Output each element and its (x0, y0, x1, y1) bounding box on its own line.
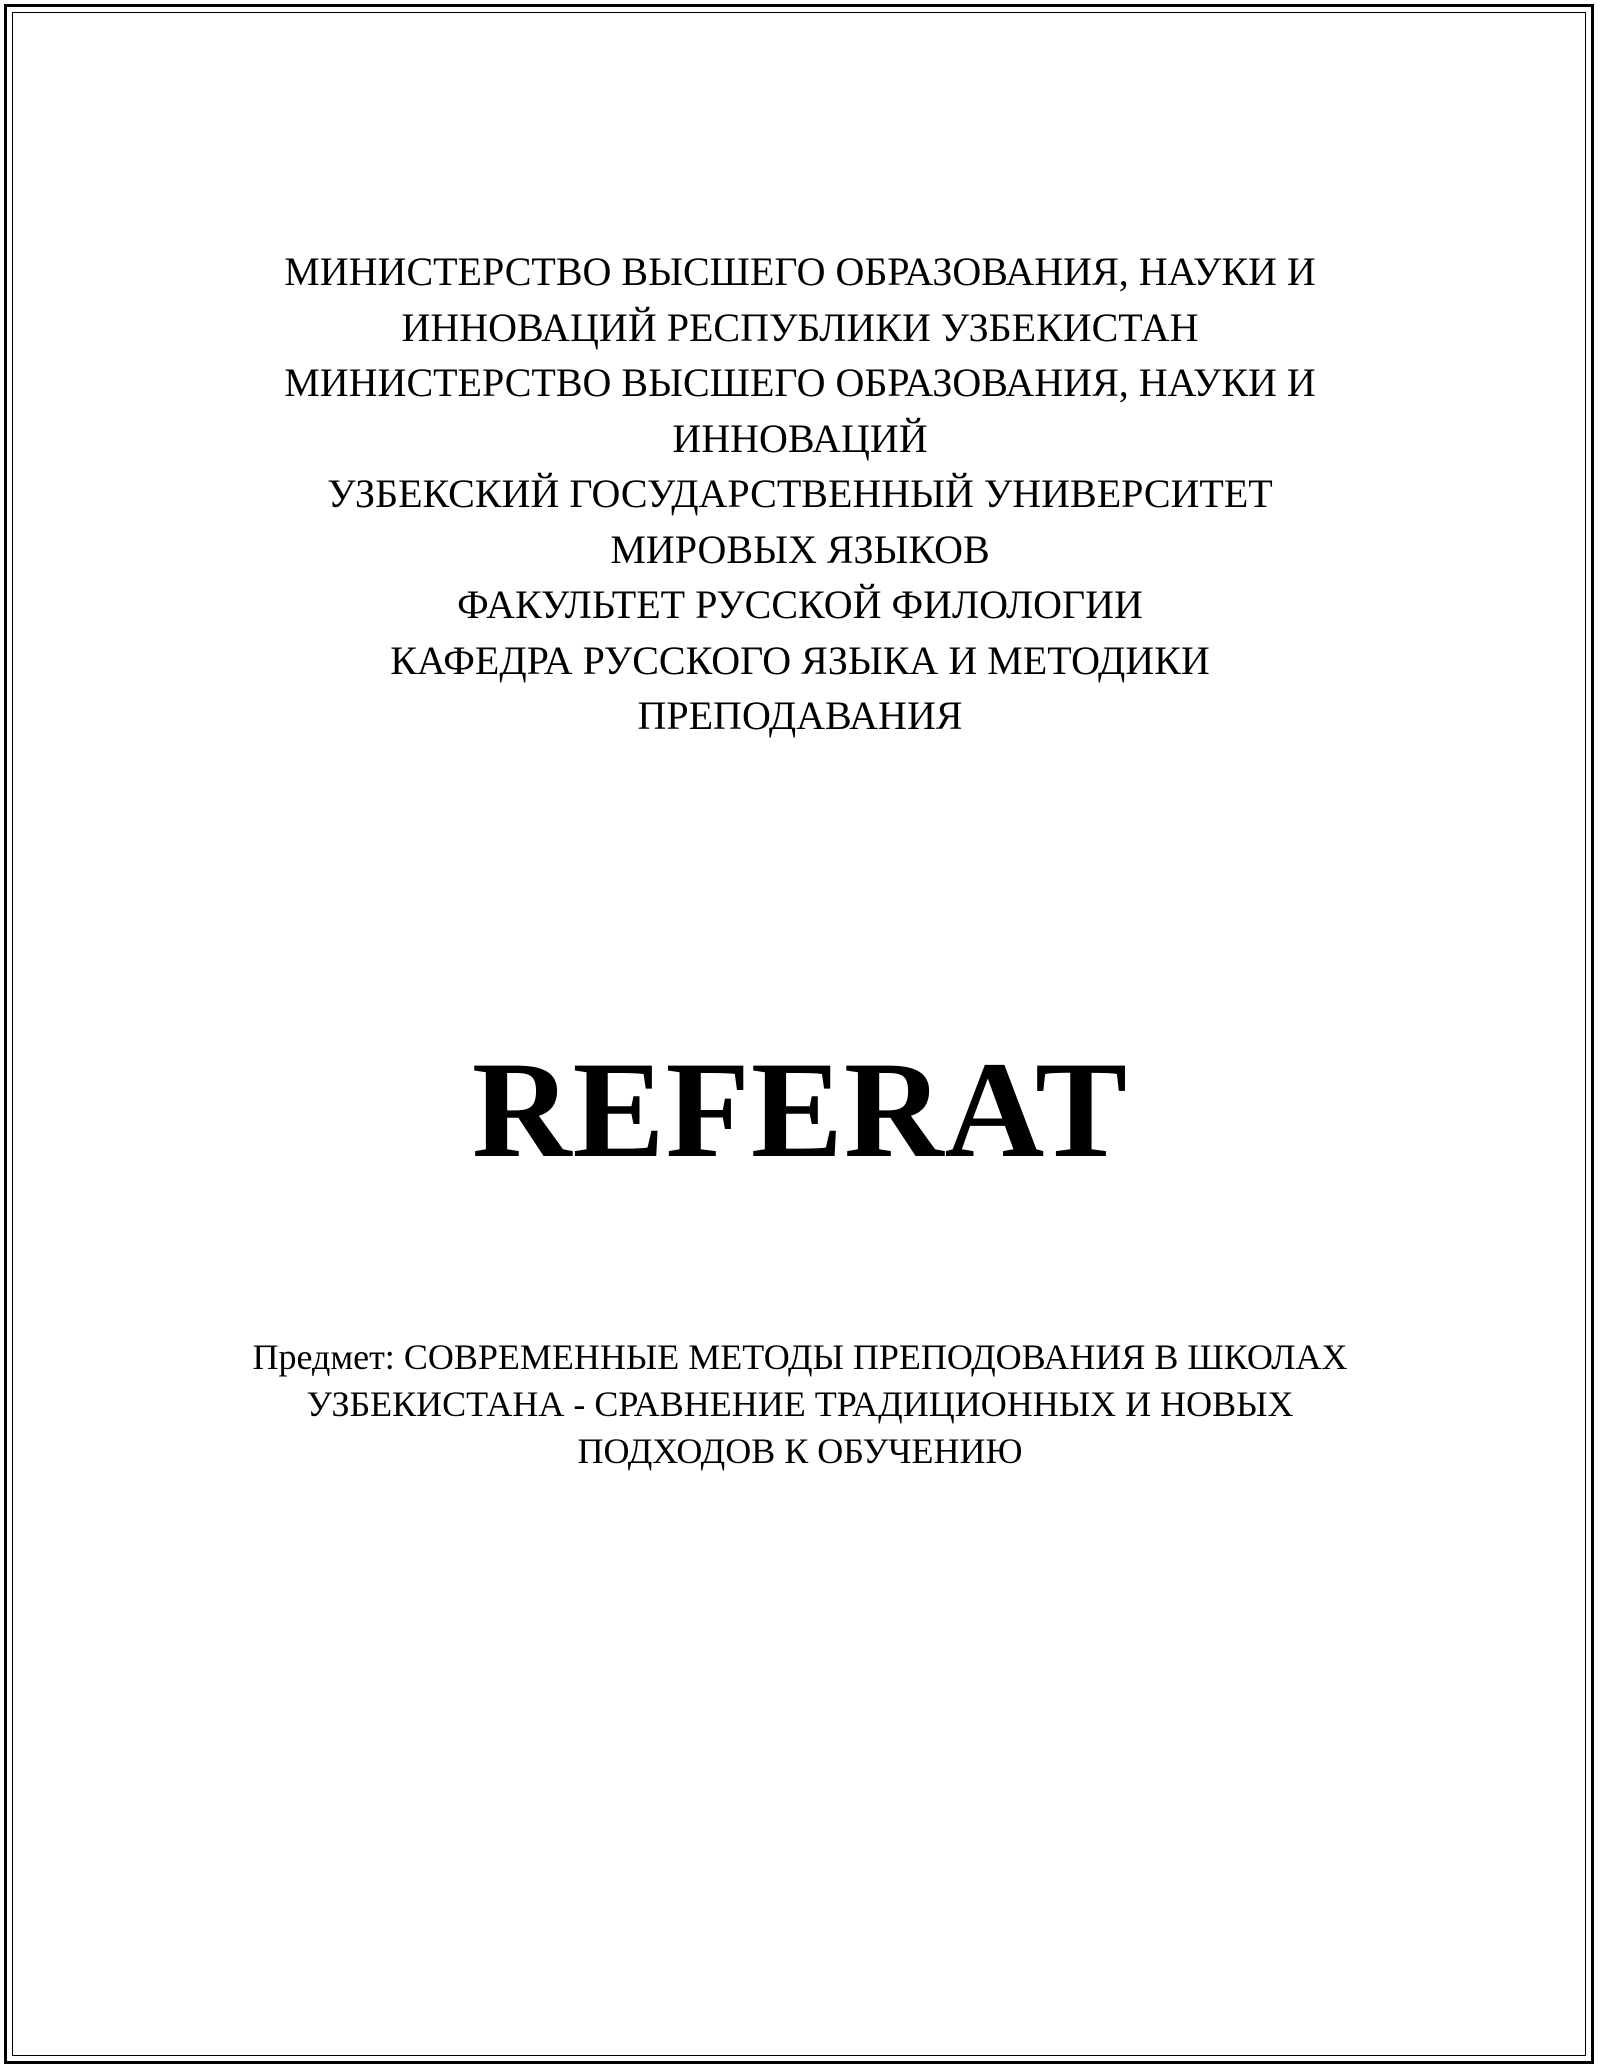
subject-block (150, 1334, 1450, 1475)
header-line: ПРЕПОДАВАНИЯ (637, 693, 963, 738)
header-line: МИНИСТЕРСТВО ВЫСШЕГО ОБРАЗОВАНИЯ, НАУКИ И (284, 360, 1316, 405)
header-line: УЗБЕКСКИЙ ГОСУДАРСТВЕННЫЙ УНИВЕРСИТЕТ (327, 471, 1273, 516)
institution-header (150, 244, 1450, 744)
header-line: МИНИСТЕРСТВО ВЫСШЕГО ОБРАЗОВАНИЯ, НАУКИ И (284, 249, 1316, 294)
header-line: КАФЕДРА РУССКОГО ЯЗЫКА И МЕТОДИКИ (390, 637, 1210, 683)
header-line: ФАКУЛЬТЕТ РУССКОЙ ФИЛОЛОГИИ (457, 582, 1143, 627)
header-line: ИННОВАЦИЙ РЕСПУБЛИКИ УЗБЕКИСТАН (401, 304, 1199, 350)
header-line: ИННОВАЦИЙ (672, 415, 928, 461)
document-title: REFERAT (471, 1033, 1129, 1186)
header-line: МИРОВЫХ ЯЗЫКОВ (610, 526, 990, 572)
subject-line: Предмет: СОВРЕМЕННЫЕ МЕТОДЫ ПРЕПОДОВАНИЯ В ШКОЛАХ (252, 1337, 1348, 1377)
subject-line: УЗБЕКИСТАНА - СРАВНЕНИЕ ТРАДИЦИОННЫХ И НОВЫХ (306, 1384, 1294, 1424)
subject-line: ПОДХОДОВ К ОБУЧЕНИЮ (577, 1431, 1023, 1471)
